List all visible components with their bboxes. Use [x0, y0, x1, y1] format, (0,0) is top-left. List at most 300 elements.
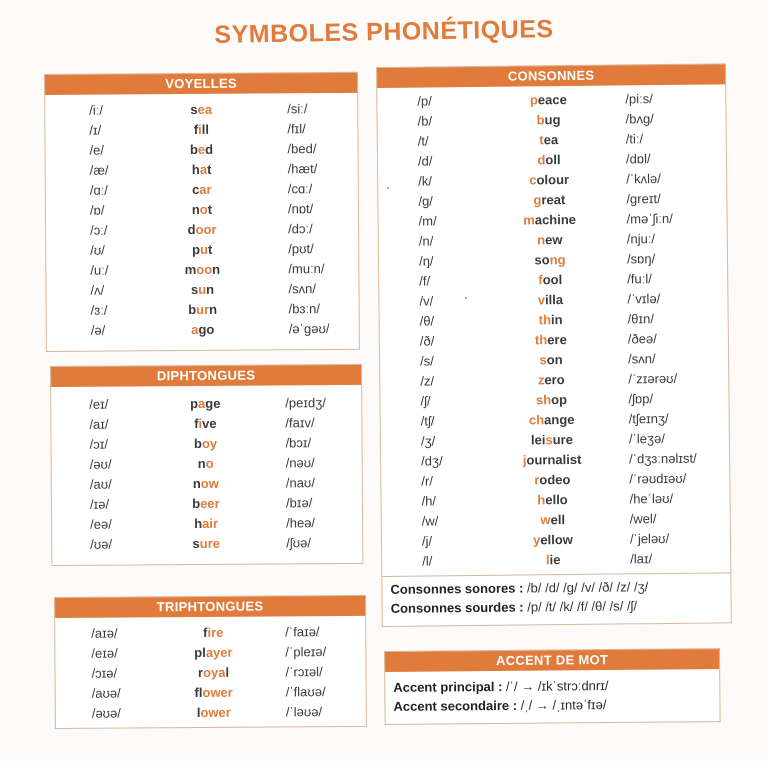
table-row: [55, 662, 365, 684]
highlighted-letters: air: [202, 515, 219, 531]
highlighted-letters: ower: [202, 684, 233, 700]
phonetic-transcription: /njuː/: [626, 231, 656, 247]
phonetic-transcription: /fuːl/: [627, 271, 652, 287]
phonetic-transcription: /cɑː/: [287, 181, 313, 197]
highlighted-letters: s: [539, 352, 547, 368]
table-row: [46, 159, 358, 181]
word-letters: fl: [194, 684, 203, 701]
phonetic-transcription: /ˈflaʊə/: [285, 684, 326, 700]
word-letters: illa: [544, 292, 564, 308]
highlighted-letters: ower: [200, 704, 231, 720]
example-word: [473, 90, 605, 111]
highlighted-letters: ng: [549, 252, 566, 268]
word-letters: olour: [536, 171, 570, 188]
table-row: [47, 299, 359, 321]
phonetic-transcription: /ʃɒp/: [628, 391, 654, 407]
example-word: [158, 454, 254, 475]
example-word: [158, 474, 254, 495]
highlighted-letters: sh: [535, 392, 552, 408]
table-row: [56, 702, 366, 724]
highlighted-letters: u: [200, 241, 209, 257]
word-letters: ell: [550, 512, 566, 528]
highlighted-letters: l: [545, 552, 550, 568]
ipa-symbol: /eɪə/: [91, 645, 118, 661]
table-row: [46, 179, 358, 201]
example-word: [156, 260, 248, 281]
phonetic-transcription: /ˈjeləʊ/: [629, 530, 670, 547]
diphtongues-rows: [51, 385, 362, 555]
phonetic-transcription: /ˈrəʊdɪəʊ/: [629, 470, 687, 487]
word-letters: h: [191, 161, 200, 177]
highlighted-letters: oor: [195, 221, 217, 237]
ipa-symbol: /aɪə/: [91, 625, 118, 641]
ipa-symbol: /t/: [417, 133, 429, 149]
example-word: [156, 160, 248, 181]
word-letters: ello: [545, 492, 568, 508]
word-letters: go: [198, 321, 215, 337]
ipa-symbol: /ʌ/: [90, 282, 105, 298]
highlighted-letters: ar: [199, 181, 212, 197]
ink-speck: [465, 297, 467, 299]
example-word: [155, 100, 247, 121]
word-letters: ge: [205, 395, 221, 411]
example-word: [473, 110, 605, 131]
phonetic-transcription: /ˈvɪlə/: [627, 291, 661, 307]
phonetic-transcription: /nɒt/: [287, 201, 314, 217]
example-word: [158, 514, 254, 535]
example-word: [158, 494, 254, 515]
phonetic-transcription: /faɪv/: [285, 415, 315, 431]
table-row: [46, 259, 358, 281]
word-letters: ournalist: [526, 451, 582, 468]
phonetic-transcription: /θɪn/: [627, 311, 655, 327]
phonetic-transcription: /peɪdʒ/: [285, 395, 326, 411]
accent-secondaire-label: Accent secondaire :: [393, 697, 518, 714]
word-letters: eace: [537, 92, 567, 108]
example-word: [155, 120, 247, 141]
table-row: [56, 682, 366, 704]
word-letters: s: [190, 101, 198, 117]
table-row: [55, 622, 365, 644]
sourdes-label: Consonnes sourdes :: [390, 599, 524, 616]
highlighted-letters: u: [198, 281, 207, 297]
word-letters: r: [197, 664, 204, 680]
phonetic-transcription: /naʊ/: [285, 475, 315, 491]
ipa-symbol: /r/: [421, 473, 433, 489]
word-letters: oll: [545, 152, 561, 168]
highlighted-letters: a: [197, 395, 206, 411]
phonetic-transcription: /ˈrɔɪəl/: [285, 664, 323, 680]
phonetic-transcription: /sʌn/: [288, 281, 317, 297]
ipa-symbol: /ɒ/: [89, 202, 105, 218]
highlighted-letters: th: [534, 332, 548, 348]
highlighted-letters: eer: [200, 495, 220, 511]
word-letters: so: [534, 252, 550, 268]
example-word: [155, 140, 247, 161]
table-row: [47, 319, 359, 341]
ipa-symbol: /aɪ/: [89, 416, 109, 432]
word-letters: b: [188, 301, 197, 317]
ipa-symbol: /ɔː/: [90, 222, 108, 238]
word-letters: lei: [530, 432, 546, 448]
word-letters: s: [190, 281, 199, 297]
highlighted-letters: y: [533, 532, 541, 548]
phonetic-transcription: /bɜːn/: [288, 301, 320, 317]
consonnes-panel: [376, 63, 732, 627]
word-letters: b: [192, 495, 201, 512]
word-letters: ew: [545, 232, 563, 248]
word-letters: pl: [194, 644, 206, 661]
example-word: [477, 430, 609, 451]
highlighted-letters: n: [537, 232, 546, 248]
phonetic-transcription: /wel/: [629, 511, 657, 527]
table-row: [55, 642, 365, 664]
word-letters: d: [205, 141, 214, 157]
example-word: [476, 370, 608, 391]
ipa-symbol: /n/: [418, 233, 434, 249]
ipa-symbol: /s/: [420, 353, 434, 369]
diphtongues-header: DIPHTONGUES: [51, 365, 361, 387]
highlighted-letters: i: [198, 415, 203, 431]
highlighted-letters: s: [545, 432, 553, 448]
ipa-symbol: /æ/: [89, 162, 109, 178]
phonetic-transcription: /siː/: [287, 101, 308, 117]
accent-secondaire-value: /ˌ/ → /ˌɪntəˈfɪə/: [520, 697, 607, 713]
phonetic-transcription: /məˈʃiːn/: [626, 210, 673, 227]
example-word: [474, 150, 606, 171]
highlighted-letters: z: [537, 372, 545, 388]
highlighted-letters: w: [540, 512, 551, 528]
highlighted-letters: g: [533, 192, 542, 208]
highlighted-letters: m: [523, 212, 535, 228]
example-word: [477, 490, 609, 511]
ipa-symbol: /h/: [421, 493, 437, 509]
phonetic-transcription: /ˈləʊə/: [285, 704, 323, 720]
accent-header: ACCENT DE MOT: [385, 649, 719, 672]
example-word: [158, 534, 254, 555]
word-letters: n: [192, 475, 201, 492]
example-word: [477, 470, 609, 491]
highlighted-letters: a: [199, 161, 208, 177]
example-word: [476, 350, 608, 371]
table-row: [52, 453, 362, 475]
highlighted-letters: oya: [202, 664, 226, 680]
word-letters: n: [212, 261, 221, 277]
example-word: [161, 663, 265, 684]
ipa-symbol: /iː/: [89, 102, 104, 118]
ipa-symbol: /k/: [418, 173, 433, 189]
example-word: [478, 530, 610, 551]
sourdes-value: /p/ /t/ /k/ /f/ /θ/ /s/ /ʃ/: [527, 598, 638, 615]
page-title: SYMBOLES PHONÉTIQUES: [214, 15, 554, 49]
highlighted-letters: t: [539, 132, 544, 148]
sonores-label: Consonnes sonores :: [390, 580, 524, 597]
highlighted-letters: f: [538, 272, 543, 288]
phonetic-transcription: /heə/: [286, 515, 316, 531]
phonetic-transcription: /ʃʊə/: [286, 535, 312, 551]
word-letters: n: [191, 201, 200, 217]
phonetic-transcription: /ˈpleɪə/: [285, 644, 327, 660]
example-word: [475, 210, 607, 231]
word-letters: m: [184, 261, 197, 278]
ipa-symbol: /m/: [418, 213, 437, 229]
accent-lines: [385, 669, 719, 716]
word-letters: on: [546, 352, 563, 368]
word-letters: t: [207, 161, 212, 177]
phonetic-transcription: /muːn/: [288, 261, 325, 277]
table-row: [46, 279, 358, 301]
consonnes-summary: [382, 572, 730, 618]
word-letters: achine: [534, 211, 577, 228]
word-letters: p: [192, 241, 201, 257]
phonetic-transcription: /ðeə/: [627, 331, 657, 347]
phonetic-transcription: /pʊt/: [288, 241, 314, 257]
highlighted-letters: ow: [200, 475, 219, 491]
ink-speck: [387, 187, 389, 189]
phonetic-transcription: /piːs/: [625, 91, 653, 107]
example-word: [156, 180, 248, 201]
phonetic-transcription: /bɪə/: [285, 495, 313, 511]
ipa-symbol: /əʊə/: [91, 705, 121, 721]
ipa-symbol: /z/: [420, 373, 435, 389]
highlighted-letters: ur: [196, 301, 210, 317]
phonetic-transcription: /greɪt/: [626, 191, 661, 207]
word-letters: b: [189, 141, 198, 157]
word-letters: c: [191, 181, 200, 197]
ipa-symbol: /ɔɪ/: [89, 436, 108, 452]
triphtongues-header: TRIPHTONGUES: [55, 596, 365, 618]
ipa-symbol: /g/: [418, 193, 433, 209]
example-word: [476, 330, 608, 351]
word-letters: b: [193, 435, 202, 451]
word-letters: ll: [201, 121, 210, 137]
example-word: [156, 220, 248, 241]
table-row: [52, 533, 362, 555]
highlighted-letters: ea: [197, 101, 213, 117]
ipa-symbol: /ʒ/: [420, 433, 436, 449]
phonetic-transcription: /ˈkʌlə/: [626, 171, 661, 187]
highlighted-letters: j: [522, 452, 527, 468]
ipa-symbol: /ð/: [419, 333, 435, 349]
ipa-symbol: /θ/: [419, 313, 435, 329]
example-word: [161, 643, 265, 664]
word-letters: s: [192, 535, 200, 552]
example-word: [157, 414, 253, 435]
phonetic-transcription: /əˈgəʊ/: [288, 321, 330, 337]
ipa-symbol: /ɪə/: [89, 496, 110, 512]
example-word: [478, 510, 610, 531]
word-letters: ange: [544, 411, 575, 428]
example-word: [156, 240, 248, 261]
ipa-symbol: /ɑː/: [89, 182, 108, 198]
highlighted-letters: v: [537, 292, 546, 308]
word-letters: n: [209, 301, 218, 317]
diphtongues-panel: [50, 364, 363, 566]
table-row: [45, 139, 357, 161]
word-letters: in: [550, 312, 563, 328]
example-word: [477, 450, 609, 471]
ipa-symbol: /ʊ/: [90, 242, 105, 258]
table-row: [45, 99, 357, 121]
voyelles-rows: [45, 93, 359, 341]
sonores-value: /b/ /d/ /g/ /v/ /ð/ /z/ /ʒ/: [526, 579, 649, 596]
highlighted-letters: ure: [199, 535, 221, 551]
example-word: [474, 130, 606, 151]
phonetic-transcription: /bʌg/: [625, 111, 654, 127]
ipa-symbol: /e/: [89, 142, 105, 158]
highlighted-letters: p: [529, 92, 538, 108]
highlighted-letters: d: [537, 152, 546, 168]
ipa-symbol: /d/: [417, 153, 433, 169]
phonetic-transcription: /ˈdʒɜːnəlɪst/: [629, 450, 697, 467]
phonetic-transcription: /hæt/: [287, 161, 318, 177]
word-letters: ere: [547, 332, 567, 348]
highlighted-letters: oo: [196, 261, 213, 277]
phonetic-transcription: /heˈləʊ/: [629, 490, 674, 507]
word-letters: odeo: [539, 471, 571, 488]
phonetic-transcription: /ˈzɪərəʊ/: [628, 370, 678, 387]
word-letters: n: [206, 281, 215, 297]
example-word: [474, 170, 606, 191]
ipa-symbol: /v/: [419, 293, 434, 309]
highlighted-letters: b: [536, 112, 545, 128]
word-letters: reat: [541, 192, 566, 208]
table-row: [51, 393, 361, 415]
highlighted-letters: a: [191, 321, 199, 337]
ipa-symbol: /ɔɪə/: [91, 665, 118, 681]
word-letters: op: [551, 392, 568, 408]
example-word: [475, 290, 607, 311]
word-letters: ellow: [540, 531, 573, 548]
word-letters: ure: [552, 431, 573, 448]
table-row: [45, 119, 357, 141]
table-row: [51, 413, 361, 435]
highlighted-letters: ch: [528, 412, 545, 428]
ipa-symbol: /dʒ/: [421, 453, 443, 469]
table-row: [46, 239, 358, 261]
ipa-symbol: /ə/: [90, 322, 106, 338]
table-row: [52, 493, 362, 515]
accent-principal-value: /ˈ/ → /ɪkˈstrɔːdnrɪ/: [505, 678, 609, 694]
example-word: [477, 410, 609, 431]
ipa-symbol: /uː/: [90, 262, 109, 278]
sourdes-line: [391, 595, 731, 618]
ipa-symbol: /f/: [419, 273, 431, 289]
example-word: [474, 190, 606, 211]
highlighted-letters: c: [529, 172, 537, 188]
consonnes-rows: [377, 84, 730, 572]
word-letters: l: [225, 664, 230, 680]
ipa-symbol: /tʃ/: [420, 413, 435, 429]
accent-panel: [384, 648, 721, 725]
voyelles-panel: [44, 72, 360, 352]
highlighted-letters: e: [197, 141, 206, 157]
table-row: [52, 473, 362, 495]
example-word: [161, 623, 265, 644]
example-word: [157, 320, 249, 341]
phonetic-transcription: /dɔː/: [288, 221, 313, 237]
ipa-symbol: /aʊə/: [91, 685, 121, 701]
phonetic-transcription: /sʌn/: [627, 351, 656, 367]
ipa-symbol: /w/: [421, 513, 439, 529]
highlighted-letters: ire: [207, 624, 224, 640]
ipa-symbol: /l/: [422, 553, 433, 569]
word-letters: ool: [542, 272, 563, 288]
highlighted-letters: ayer: [205, 644, 233, 660]
phonetic-transcription: /tʃeɪnʒ/: [628, 410, 669, 427]
example-word: [157, 300, 249, 321]
word-letters: h: [194, 515, 203, 531]
table-row: [52, 513, 362, 535]
table-row: [46, 199, 358, 221]
word-letters: f: [203, 624, 208, 640]
example-word: [162, 703, 266, 724]
word-letters: f: [193, 121, 199, 137]
word-letters: ea: [543, 132, 559, 148]
voyelles-header: VOYELLES: [45, 73, 357, 95]
triphtongues-rows: [55, 616, 366, 724]
ipa-symbol: /ŋ/: [418, 253, 434, 269]
phonetic-transcription: /sɒŋ/: [626, 251, 656, 267]
phonetic-transcription: /nəʊ/: [285, 455, 315, 471]
phonetic-transcription: /laɪ/: [630, 551, 653, 567]
example-word: [476, 390, 608, 411]
word-letters: d: [187, 221, 196, 238]
word-letters: ug: [544, 112, 561, 128]
accent-principal-label: Accent principal :: [393, 678, 503, 695]
ipa-symbol: /p/: [417, 93, 432, 109]
word-letters: ie: [549, 552, 561, 568]
word-letters: t: [207, 201, 213, 217]
ipa-symbol: /j/: [421, 533, 433, 549]
phonetic-transcription: /dɒl/: [625, 151, 651, 167]
highlighted-letters: r: [534, 472, 540, 488]
table-row: [382, 548, 730, 572]
example-word: [475, 270, 607, 291]
ipa-symbol: /b/: [417, 113, 433, 129]
word-letters: p: [190, 395, 199, 412]
phonetic-transcription: /fɪl/: [287, 121, 306, 137]
word-letters: n: [197, 455, 206, 471]
example-word: [476, 310, 608, 331]
table-row: [51, 433, 361, 455]
example-word: [156, 280, 248, 301]
example-word: [157, 434, 253, 455]
ipa-symbol: /ʃ/: [420, 393, 431, 409]
ipa-symbol: /ɪ/: [89, 122, 102, 138]
ipa-symbol: /eɪ/: [89, 396, 109, 412]
word-letters: ve: [202, 415, 217, 431]
ipa-symbol: /əʊ/: [89, 456, 112, 472]
example-word: [475, 230, 607, 251]
word-letters: f: [194, 415, 199, 431]
example-word: [156, 200, 248, 221]
highlighted-letters: th: [538, 312, 552, 328]
highlighted-letters: oy: [201, 435, 218, 451]
phonetic-transcription: /ˈleʒə/: [628, 430, 665, 447]
table-row: [46, 219, 358, 241]
example-word: [478, 550, 610, 571]
ipa-symbol: /aʊ/: [89, 476, 112, 492]
highlighted-letters: o: [199, 201, 208, 217]
phonetic-transcription: /tiː/: [625, 131, 644, 147]
word-letters: t: [207, 241, 213, 257]
example-word: [162, 683, 266, 704]
phonetic-transcription: /ˈfaɪə/: [285, 624, 320, 640]
example-word: [157, 394, 253, 415]
highlighted-letters: i: [198, 121, 202, 137]
word-letters: ero: [544, 372, 565, 388]
